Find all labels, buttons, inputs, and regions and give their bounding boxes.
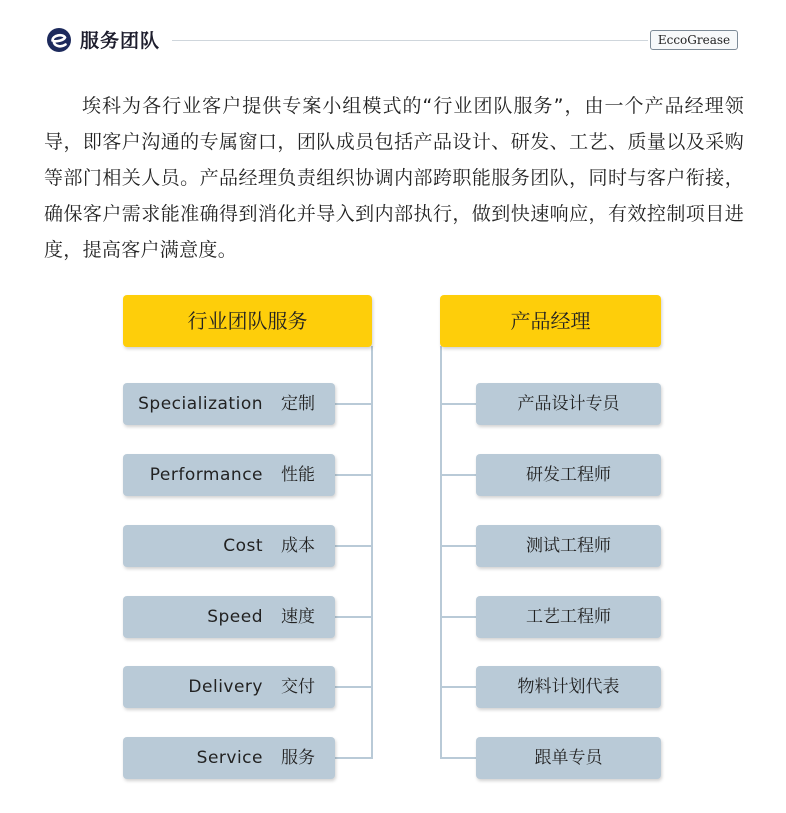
- left-item-cn-label: 服务: [281, 748, 315, 768]
- left-branch-line: [335, 616, 373, 618]
- right-branch-line: [440, 403, 476, 405]
- page-header: [0, 0, 786, 80]
- left-branch-line: [335, 757, 373, 759]
- right-item-product-design: 产品设计专员: [476, 383, 661, 425]
- left-item-en-label: Cost: [223, 536, 263, 556]
- right-item-rd-engineer: 研发工程师: [476, 454, 661, 496]
- left-item-cn-label: 速度: [281, 607, 315, 627]
- left-item-cn-label: 性能: [281, 465, 315, 485]
- left-branch-line: [335, 545, 373, 547]
- left-item-cn-label: 定制: [281, 394, 315, 414]
- header-divider: [172, 40, 648, 41]
- intro-paragraph: 埃科为各行业客户提供专案小组模式的“行业团队服务”，由一个产品经理领导，即客户沟通的专属窗口，团队成员包括产品设计、研发、工艺、质量以及采购等部门相关人员。产品经理负责组织协调内部跨职能服务团队，同时与客户衔接，确保客户需求能准确得到消化并导入到内部执行，做到快速响应，有效控制项目进度，提高客户满意度。: [44, 95, 744, 261]
- left-trunk-line: [371, 346, 373, 759]
- left-item-speed: [123, 596, 335, 638]
- left-item-en-label: Service: [196, 748, 263, 768]
- right-item-material-planner: 物料计划代表: [476, 666, 661, 708]
- left-item-en-label: Specialization: [138, 394, 263, 414]
- left-item-service: [123, 737, 335, 779]
- left-item-en-label: Speed: [207, 607, 263, 627]
- left-branch-line: [335, 474, 373, 476]
- product-manager-header: 产品经理: [440, 295, 661, 347]
- left-item-en-label: Delivery: [188, 677, 263, 697]
- right-item-test-engineer: 测试工程师: [476, 525, 661, 567]
- right-branch-line: [440, 616, 476, 618]
- left-item-cost: [123, 525, 335, 567]
- left-branch-line: [335, 403, 373, 405]
- right-item-process-engineer: 工艺工程师: [476, 596, 661, 638]
- industry-team-service-header: 行业团队服务: [123, 295, 372, 347]
- brand-badge: EccoGrease: [650, 30, 738, 50]
- right-branch-line: [440, 474, 476, 476]
- right-trunk-line: [440, 346, 442, 759]
- page-title: 服务团队: [80, 30, 161, 52]
- left-item-cn-label: 交付: [281, 677, 315, 697]
- left-item-specialization: [123, 383, 335, 425]
- left-item-cn-label: 成本: [281, 536, 315, 556]
- right-branch-line: [440, 757, 476, 759]
- left-item-performance: [123, 454, 335, 496]
- ecco-e-logo-icon: [46, 27, 72, 53]
- left-branch-line: [335, 686, 373, 688]
- left-item-delivery: [123, 666, 335, 708]
- right-branch-line: [440, 686, 476, 688]
- right-branch-line: [440, 545, 476, 547]
- left-item-en-label: Performance: [149, 465, 263, 485]
- right-item-order-follower: 跟单专员: [476, 737, 661, 779]
